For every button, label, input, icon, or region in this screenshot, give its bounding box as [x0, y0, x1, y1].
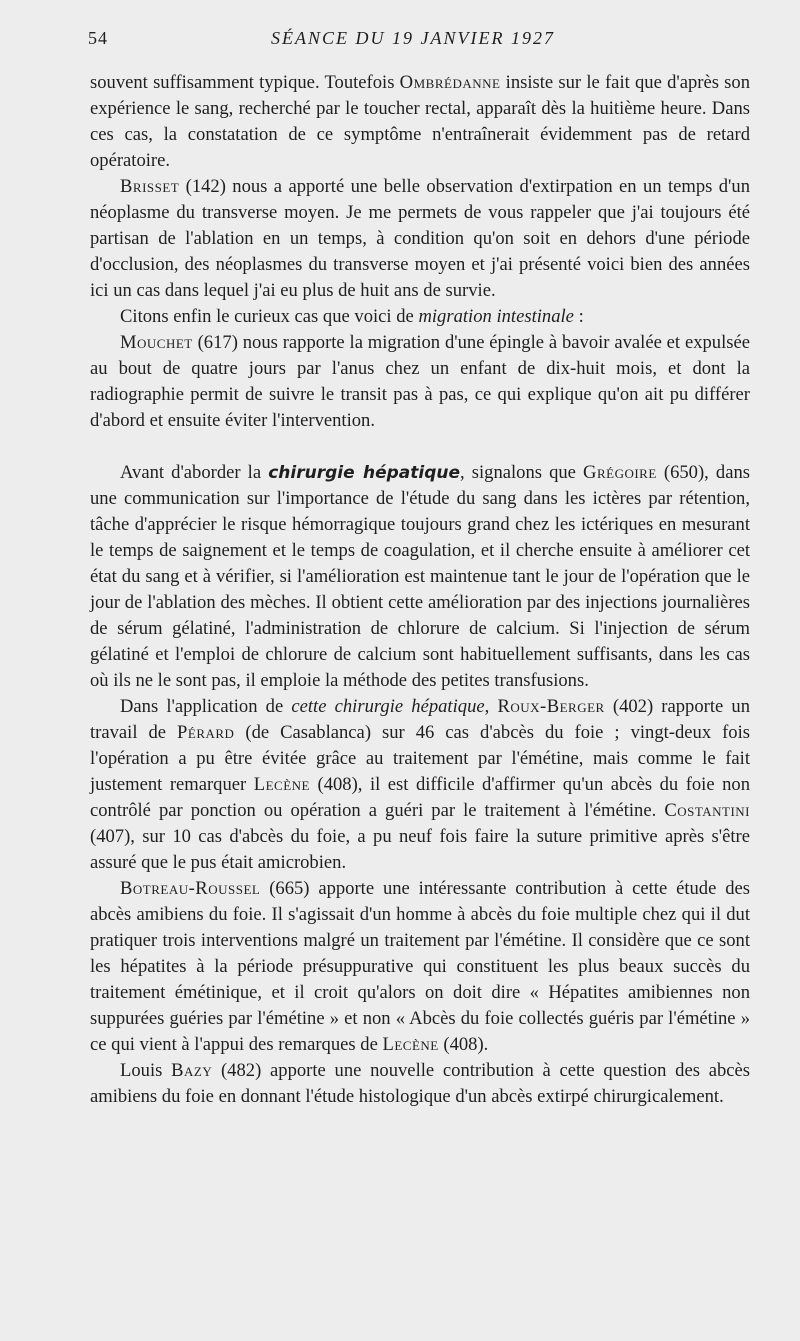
paragraph [90, 460, 750, 694]
text-run: (de Casablanca) sur 46 cas d'abcès du foie ; vingt-deux fois l'opération a pu être évitée grâce au traitement par l'émétine, mais comme le fait justement remarquer [90, 722, 751, 795]
author-name: Lecène [253, 774, 310, 795]
italic-term: cette chirurgie hépatique [291, 696, 485, 717]
text-run: insiste sur le fait que d'après son expérience le sang, recherché par le toucher rectal, apparaît dès la huitième heure. Dans ces cas, la constatation de ce symptôme n'entraînerait évidemment pas de retard opératoire. [90, 72, 750, 171]
text-run: (665) apporte une intéressante contribution à cette étude des abcès amibiens du foie. Il s'agissait d'un homme à abcès du foie multiple chez qui il dut pratiquer trois interventions malgré un traitement par l'émétine. Il considère que ce sont les hépatites à la période présuppurative qui constituent les plus beaux succès du traitement émétinique, et il croit qu'alors on doit dire « Hépatites amibiennes non suppurées guéries par l'émétine » et non « Abcès du foie collectés guéris par l'émétine » ce qui vient à l'appui des remarques de [90, 878, 750, 1055]
text-run: : [573, 306, 584, 327]
text-run: (408), il est difficile d'affirmer qu'un abcès du foie non contrôlé par ponction ou opération a guéri par le traitement à l'émétine. [90, 774, 751, 821]
text-run: (650), dans une communication sur l'importance de l'étude du sang dans les ictères par rétention, tâche d'apprécier le risque hémorragique toujours grand chez les ictériques en mesurant le temps de saignement et le temps de coagulation, et il cherche ensuite à améliorer cet état du sang et à vérifier, si l'amélioration est maintenue tant le jour de l'opération que le jour de l'ablation des mèches. Il obtient cette amélioration par des injections journalières de sérum gélatiné, l'administration de chlorure de calcium. Si l'injection de sérum gélatiné et l'emploi de chlorure de calcium sont habituellement suffisants, dans les cas où ils ne le sont pas, il emploie la méthode des petites transfusions. [90, 462, 750, 691]
text-run: souvent suffisamment typique. Toutefois [90, 72, 400, 93]
text-run: (407), sur 10 cas d'abcès du foie, a pu neuf fois faire la suture primitive après s'être assuré que le pus était amicrobien. [90, 826, 750, 873]
author-name: Bazy [171, 1060, 213, 1081]
paragraph [90, 694, 750, 876]
text-run: , signalons que [460, 462, 584, 483]
paragraph [90, 174, 750, 304]
author-name: Grégoire [583, 462, 657, 483]
text-run: (142) nous a apporté une belle observation d'extirpation en un temps d'un néoplasme du transverse moyen. Je me permets de vous rappeler que j'ai toujours été partisan de l'ablation en un temps, à condition qu'on soit en dehors d'une période d'occlusion, des néoplasmes du transverse moyen et j'ai présenté voici bien des années ici un cas dans lequel j'ai eu plus de huit ans de survie. [90, 176, 750, 301]
paragraph [90, 330, 750, 434]
text-run: (617) nous rapporte la migration d'une épingle à bavoir avalée et expulsée au bout de quatre jours par l'anus chez un enfant de dix-huit mois, et dont la radiographie permit de suivre le transit pas à pas, ce qui explique qu'on ait pu différer d'abord et ensuite éviter l'intervention. [90, 332, 750, 431]
text-run: , [484, 696, 498, 717]
body-text [90, 70, 750, 1110]
text-run: Louis [120, 1060, 172, 1081]
paragraph [90, 1058, 750, 1110]
paragraph [90, 70, 750, 174]
text-run: Dans l'application de [120, 696, 292, 717]
text-run: (408). [438, 1034, 489, 1055]
author-name: Pérard [177, 722, 235, 743]
author-name: Mouchet [120, 332, 193, 353]
text-run: Citons enfin le curieux cas que voici de [120, 306, 419, 327]
paragraph [90, 304, 750, 330]
text-run: Avant d'aborder la [120, 462, 269, 483]
section-term: chirurgie hépatique [268, 463, 460, 483]
text-run: (402) rapporte un travail de [90, 696, 751, 743]
author-name: Lecène [382, 1034, 439, 1055]
paragraph [90, 876, 750, 1058]
author-name: Costantini [664, 800, 750, 821]
page-number: 54 [88, 28, 108, 48]
author-name: Botreau-Roussel [120, 878, 261, 899]
author-name: Ombrédanne [399, 72, 501, 93]
author-name: Roux-Berger [497, 696, 605, 717]
text-run: (482) apporte une nouvelle contribution à cette question des abcès amibiens du foie en donnant l'étude histologique d'un abcès extirpé chirurgicalement. [90, 1060, 750, 1107]
author-name: Brisset [120, 176, 180, 197]
page-header [88, 28, 748, 54]
italic-term: migration intestinale [418, 306, 574, 327]
running-head: SÉANCE DU 19 JANVIER 1927 [271, 28, 555, 48]
